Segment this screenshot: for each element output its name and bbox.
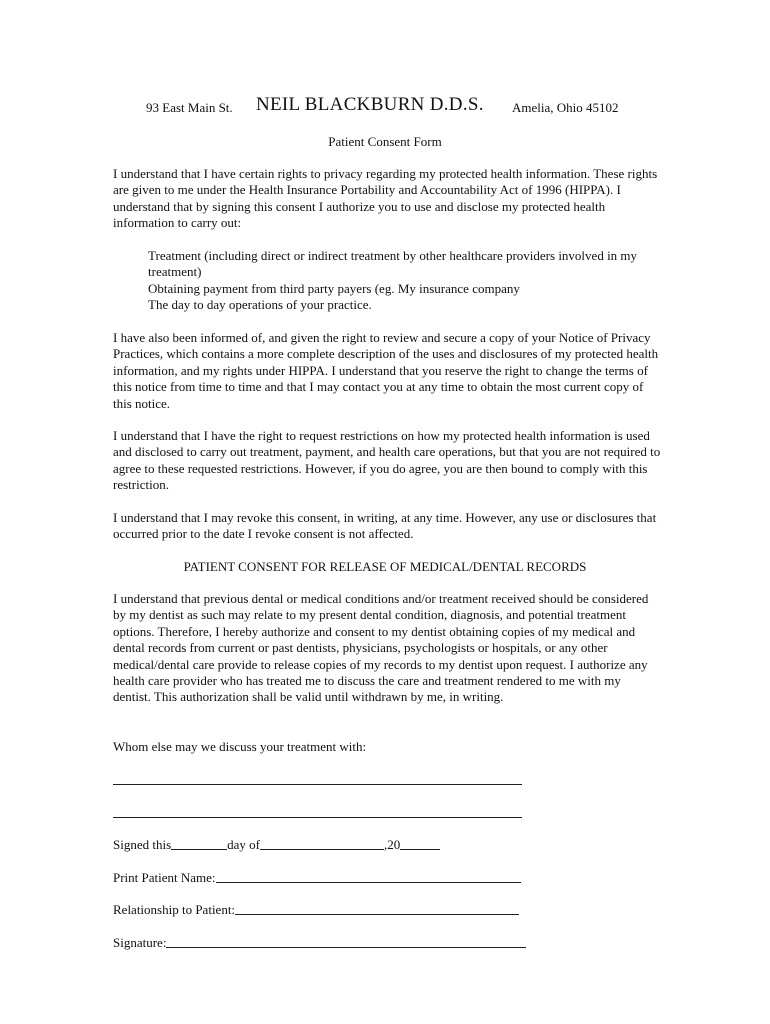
signed-date-row — [113, 837, 440, 853]
signature-field[interactable] — [166, 946, 526, 948]
relationship-label: Relationship to Patient: — [113, 902, 236, 917]
restrictions-paragraph: I understand that I have the right to request restrictions on how my protected health information is used and disclosed to carry out treatment, payment, and health care operations, but that you are not required to agree to these requested restrictions. However, if you do agree, you are then bound to comply with this restriction. — [113, 428, 661, 493]
form-title: Patient Consent Form — [328, 134, 442, 149]
signed-this-label: Signed this — [113, 837, 172, 852]
letterhead-practice-name: NEIL BLACKBURN D.D.S. — [256, 94, 484, 115]
release-records-heading: PATIENT CONSENT FOR RELEASE OF MEDICAL/DENTAL RECORDS — [183, 559, 587, 574]
signed-month-field[interactable] — [260, 848, 384, 850]
print-name-field[interactable] — [216, 881, 521, 883]
signature-label: Signature: — [113, 935, 167, 950]
discuss-with-line-2[interactable] — [113, 817, 522, 818]
year-prefix-label: ,20 — [384, 837, 401, 852]
discuss-with-line-1[interactable] — [113, 784, 522, 785]
signature-row — [113, 935, 526, 951]
print-name-row — [113, 870, 521, 886]
purpose-item: Treatment (including direct or indirect treatment by other healthcare providers involved in my treatment) — [148, 248, 638, 280]
notice-of-privacy-paragraph: I have also been informed of, and given the right to review and secure a copy of your Notice of Privacy Practices, which contains a more complete description of the uses and disclosures of my protected health information, and my rights under HIPPA. I understand that you reserve the right to change the terms of this notice from time to time and that I may contact you at any time to obtain the most current copy of this notice. — [113, 330, 659, 411]
print-name-label: Print Patient Name: — [113, 870, 216, 885]
revoke-consent-paragraph: I understand that I may revoke this consent, in writing, at any time. However, any use or disclosures that occurred prior to the date I revoke consent is not affected. — [113, 510, 657, 542]
purpose-item: The day to day operations of your practice. — [148, 297, 372, 313]
day-of-label: day of — [227, 837, 261, 852]
release-records-paragraph: I understand that previous dental or medical conditions and/or treatment received should be considered by my dentist as such may relate to my present dental condition, diagnosis, and potential treatment options. Therefore, I hereby authorize and consent to my dentist obtaining copies of my medical and dental records from current or past dentists, physicians, psychologists or hospitals, or any other medical/dental care provide to release copies of my records to my dentist upon request. I authorize any health care provider who has treated me to discuss the care and treatment rendered to me with my dentist. This authorization shall be valid until withdrawn by me, in writing. — [113, 591, 649, 705]
signed-day-field[interactable] — [171, 848, 227, 850]
privacy-rights-paragraph: I understand that I have certain rights to privacy regarding my protected health information. These rights are given to me under the Health Insurance Portability and Accountability Act of 1996 (HIPPA). I understand that by signing this consent I authorize you to use and disclose my protected health information to carry out: — [113, 166, 658, 231]
whom-else-prompt: Whom else may we discuss your treatment with: — [113, 739, 367, 754]
letterhead-address: 93 East Main St. — [146, 100, 233, 115]
relationship-field[interactable] — [235, 913, 519, 915]
signed-year-field[interactable] — [400, 848, 440, 850]
purpose-item: Obtaining payment from third party payers (eg. My insurance company — [148, 280, 520, 296]
relationship-row — [113, 902, 519, 918]
purposes-list — [148, 248, 663, 314]
letterhead-city: Amelia, Ohio 45102 — [512, 100, 619, 115]
